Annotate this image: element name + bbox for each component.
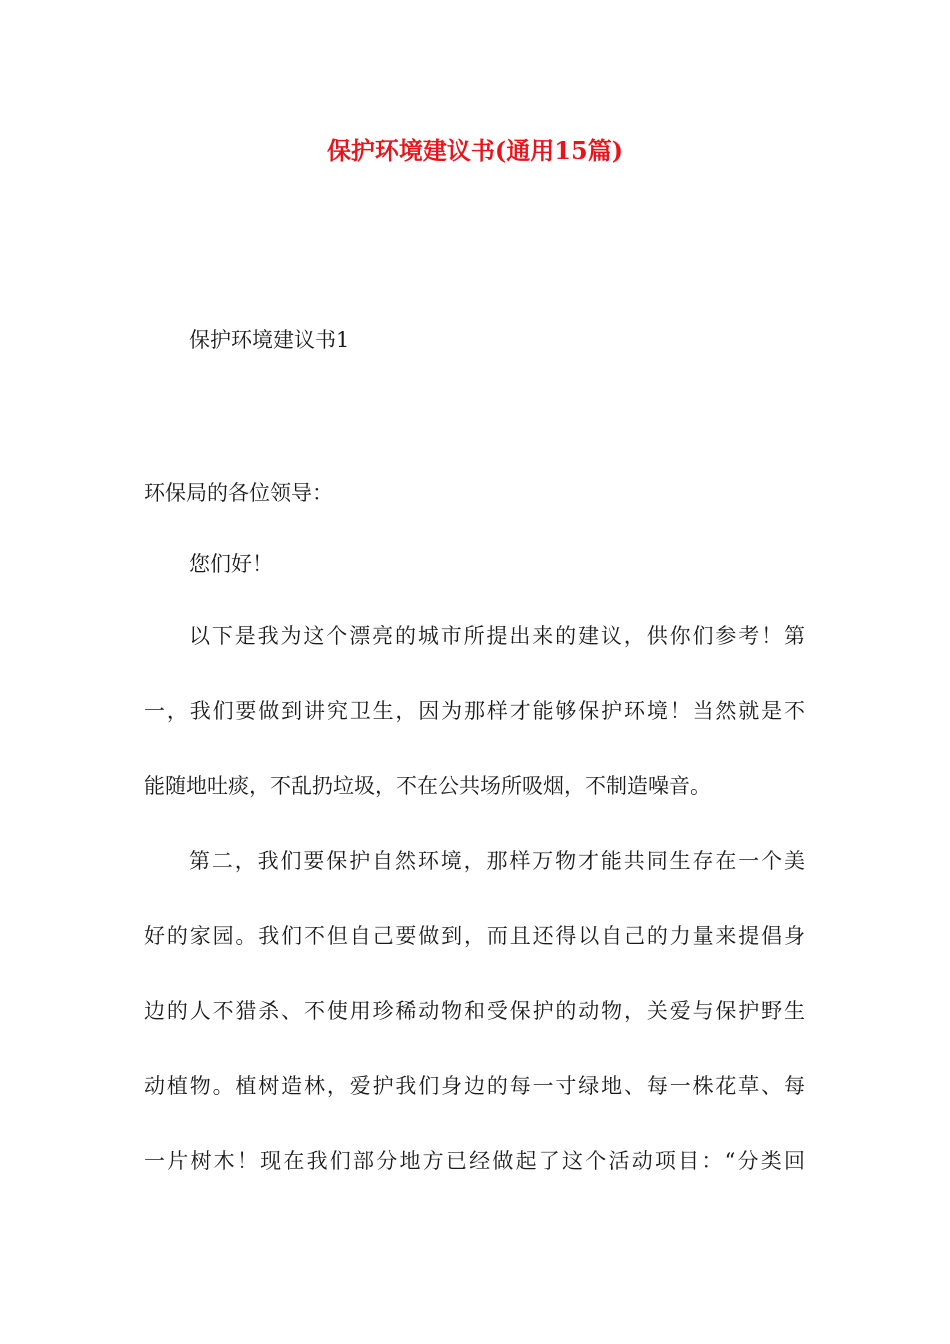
paragraph-line: 以下是我为这个漂亮的城市所提出来的建议，供你们参考！第: [189, 624, 805, 648]
body-paragraph: [144, 599, 805, 824]
section-heading: 保护环境建议书1: [189, 328, 350, 352]
paragraph-line: 动植物。植树造林，爱护我们身边的每一寸绿地、每一株花草、每: [144, 1074, 805, 1098]
paragraph-line: 好的家园。我们不但自己要做到，而且还得以自己的力量来提倡身: [144, 924, 805, 948]
paragraph-line: 一片树木！现在我们部分地方已经做起了这个活动项目：“分类回: [144, 1149, 805, 1173]
paragraph-line: 能随地吐痰，不乱扔垃圾，不在公共场所吸烟，不制造噪音。: [144, 774, 711, 798]
paragraph-line: 第二，我们要保护自然环境，那样万物才能共同生存在一个美: [189, 849, 805, 873]
body-paragraph: [144, 824, 805, 1199]
paragraph-line: 边的人不猎杀、不使用珍稀动物和受保护的动物，关爱与保护野生: [144, 999, 805, 1023]
salutation: 环保局的各位领导：: [144, 481, 333, 505]
greeting: 您们好！: [189, 552, 273, 576]
document-title: 保护环境建议书(通用15篇): [326, 136, 624, 165]
paragraph-line: 一，我们要做到讲究卫生，因为那样才能够保护环境！当然就是不: [144, 699, 805, 723]
